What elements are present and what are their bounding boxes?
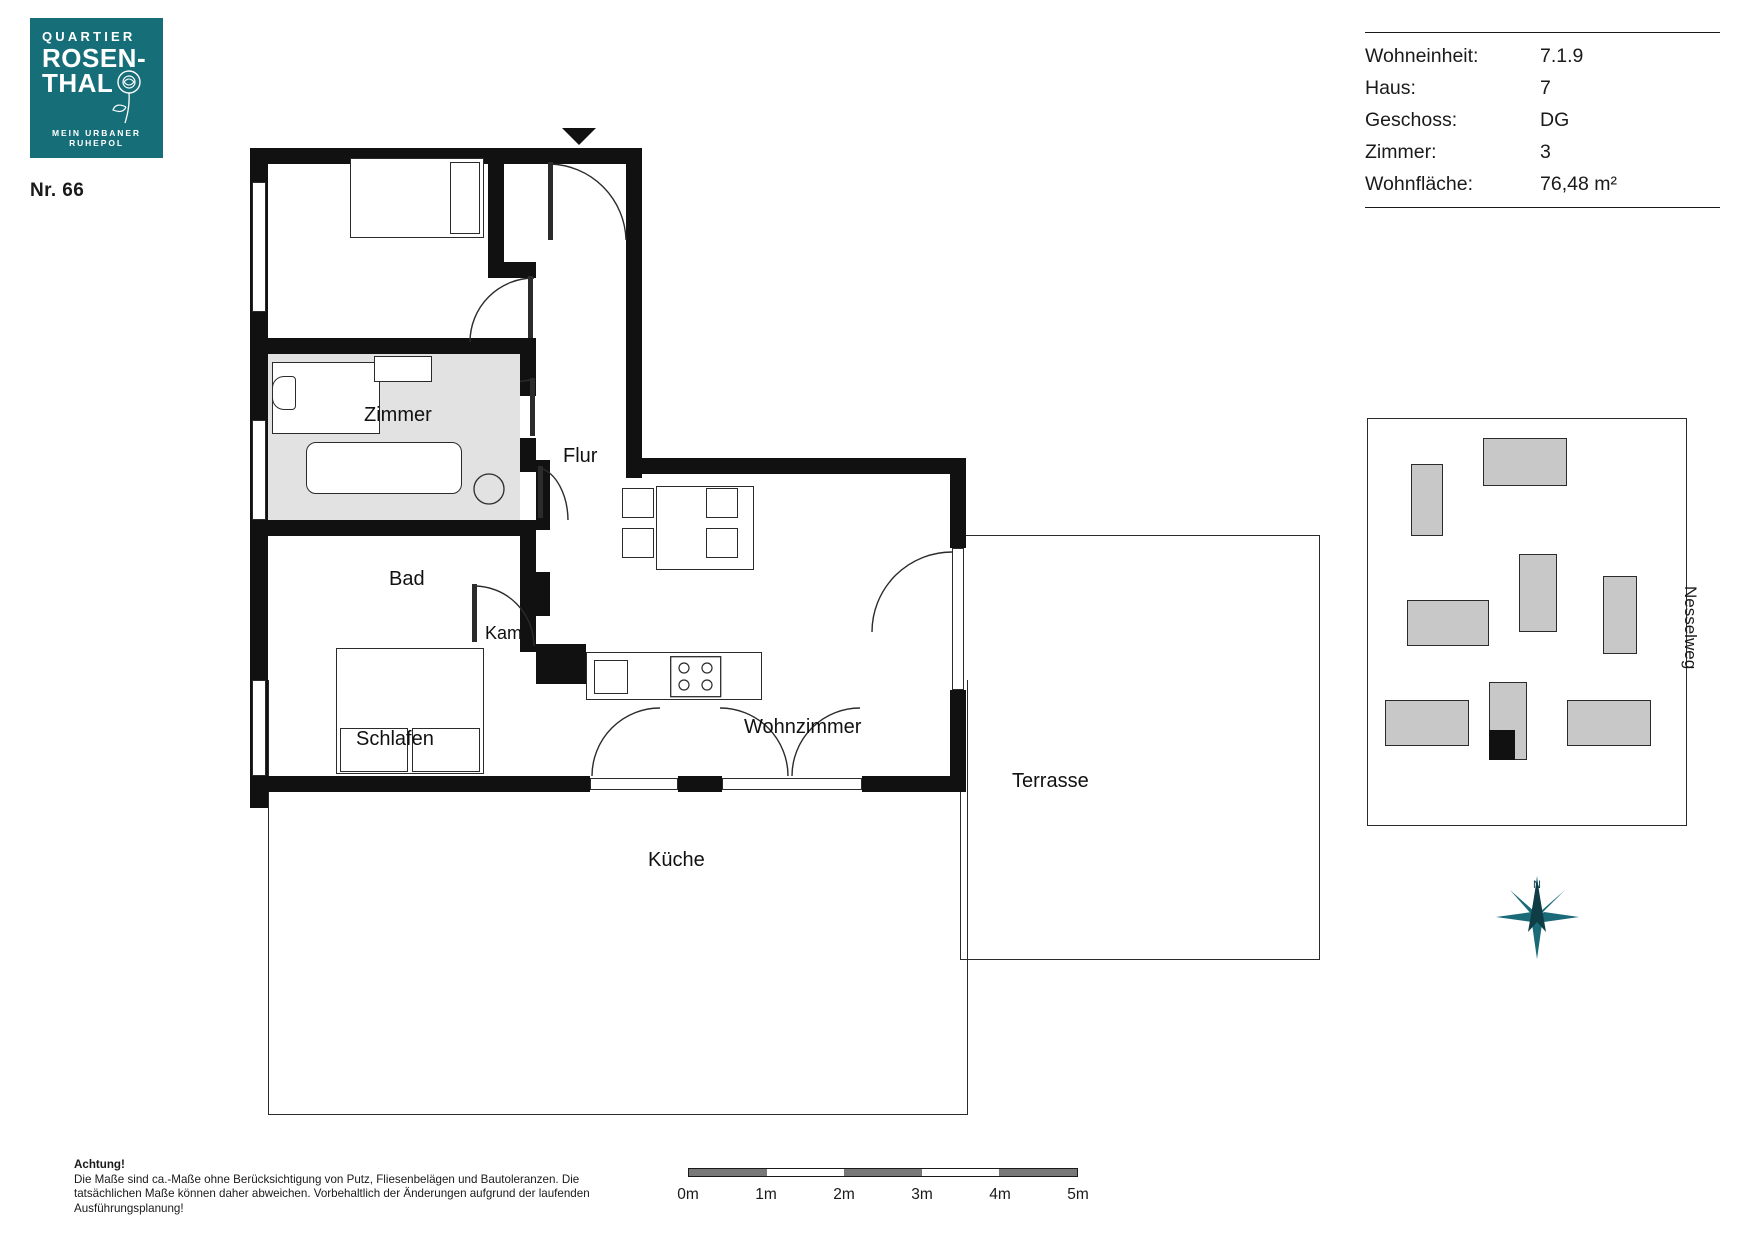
window-living-bottom [722, 778, 862, 790]
wall-bottom-living [862, 776, 966, 792]
dining-chair [706, 528, 738, 558]
disclaimer-heading: Achtung! [74, 1158, 125, 1171]
unit-info-table [1365, 32, 1720, 208]
info-row-geschoss [1365, 104, 1720, 136]
toilet [272, 376, 296, 410]
wall-kitchen-left [536, 644, 586, 684]
site-building [1385, 700, 1469, 746]
info-label: Geschoss: [1365, 108, 1458, 131]
scale-strip [688, 1168, 1078, 1177]
room-label-bad: Bad [389, 568, 425, 590]
room-label-terrasse: Terrasse [1012, 770, 1089, 792]
kammer-circle-icon [472, 472, 506, 506]
window-bad [252, 420, 266, 520]
scale-tick-label: 0m [677, 1186, 699, 1203]
dining-table [656, 486, 754, 570]
svg-text:N: N [1533, 879, 1541, 891]
room-label-kammer: Kam. [485, 623, 528, 643]
wall-living-right-lower [950, 690, 966, 790]
info-value: 3 [1540, 140, 1551, 163]
terrace-outline [960, 535, 1320, 960]
logo-thal-text: THAL [42, 68, 114, 98]
scale-bar [677, 1168, 1089, 1206]
site-building [1407, 600, 1489, 646]
wall-bad-bottom [250, 520, 536, 536]
dining-chair [706, 488, 738, 518]
entry-arrow-icon [562, 128, 596, 146]
info-row-zimmer [1365, 136, 1720, 168]
wall-zimmer-right [488, 148, 504, 278]
wall-flur-bottom [626, 458, 966, 474]
site-building [1483, 438, 1567, 486]
door-kammer [538, 466, 574, 522]
room-label-flur: Flur [563, 445, 598, 467]
site-building [1603, 576, 1637, 654]
scale-tick-label: 2m [833, 1186, 855, 1203]
rose-icon [109, 66, 153, 128]
window-kitchen-bottom [590, 778, 678, 790]
site-street-label: Nesselweg [1681, 586, 1700, 670]
compass-rose-icon [1490, 870, 1585, 965]
info-row-haus [1365, 72, 1720, 104]
kitchen-hob-icon [670, 656, 722, 698]
site-building [1411, 464, 1443, 536]
info-label: Wohnfläche: [1365, 172, 1474, 195]
room-label-wohnzimmer: Wohnzimmer [744, 716, 862, 738]
bed-zimmer-pillow [450, 162, 480, 234]
logo-quartier-text: QUARTIER [42, 29, 136, 44]
logo-tagline: MEIN URBANER RUHEPOL [52, 128, 141, 148]
info-label: Haus: [1365, 76, 1416, 99]
scale-tick-label: 5m [1067, 1186, 1089, 1203]
room-label-schlafen: Schlafen [356, 728, 434, 750]
dining-chair [622, 528, 654, 558]
site-plan [1367, 418, 1700, 828]
brand-logo-block [30, 18, 170, 202]
site-building [1519, 554, 1557, 632]
room-label-kueche: Küche [648, 849, 705, 871]
window-zimmer [252, 182, 266, 312]
dining-chair [622, 488, 654, 518]
door-kitchen-left [590, 706, 662, 778]
scale-tick-label: 3m [911, 1186, 933, 1203]
wall-bottom-left [250, 776, 590, 792]
scale-tick-label: 4m [989, 1186, 1011, 1203]
site-building [1567, 700, 1651, 746]
info-row-wohnflaeche [1365, 168, 1720, 200]
logo-rosen-text: ROSEN- [42, 43, 147, 73]
bathtub [306, 442, 462, 494]
logo-box [30, 18, 163, 158]
info-label: Zimmer: [1365, 140, 1437, 163]
info-value: 7.1.9 [1540, 44, 1584, 67]
floor-plan [250, 120, 1320, 1000]
wall-entry-right [626, 148, 642, 478]
info-value: DG [1540, 108, 1570, 131]
door-entry [548, 162, 628, 242]
door-zimmer [468, 276, 536, 344]
room-label-zimmer: Zimmer [364, 404, 432, 426]
info-label: Wohneinheit: [1365, 44, 1479, 67]
disclaimer-note [74, 1158, 604, 1216]
wall-living-right-upper [950, 458, 966, 548]
window-schlafen [252, 680, 266, 776]
info-value: 76,48 m² [1540, 172, 1617, 195]
door-terrace [870, 550, 954, 634]
wall-bottom-kitchen [678, 776, 722, 792]
unit-number-label: Nr. 66 [30, 180, 85, 201]
scale-labels [677, 1186, 1089, 1206]
disclaimer-text: Die Maße sind ca.-Maße ohne Berücksichtigung von Putz, Fliesenbelägen und Bautoleranzen. Die tatsächlichen Maße können daher abweichen. Vorbehaltlich der Änderungen aufgrund der laufenden Ausführungsplanung! [74, 1172, 590, 1215]
info-row-wohneinheit [1365, 40, 1720, 72]
wall-stub-kitchen [536, 572, 550, 616]
scale-tick-label: 1m [755, 1186, 777, 1203]
site-building-highlight [1489, 730, 1515, 760]
washbasin [374, 356, 432, 382]
kitchen-sink [594, 660, 628, 694]
info-value: 7 [1540, 76, 1551, 99]
